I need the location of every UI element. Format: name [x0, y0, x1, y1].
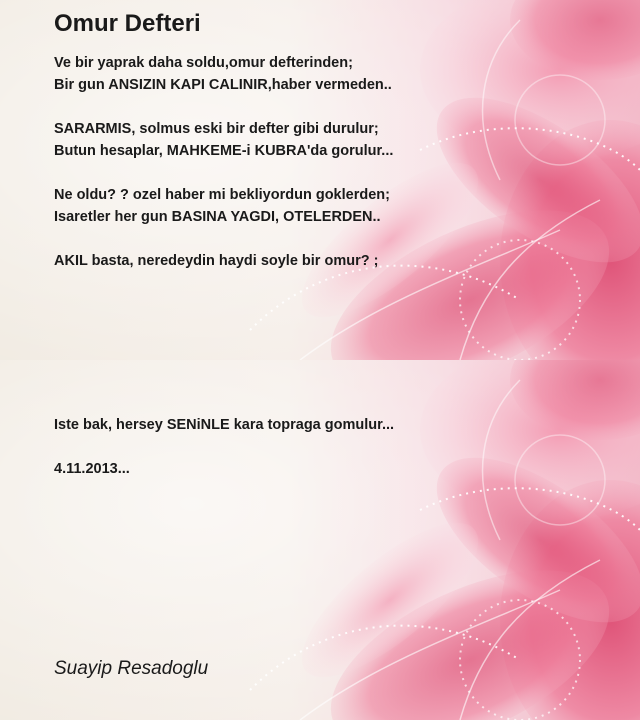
poem-line: AKIL basta, neredeydin haydi soyle bir omur? ; [54, 253, 379, 269]
poem-date: 4.11.2013... [54, 461, 130, 477]
poem-title: Omur Defteri [54, 10, 201, 37]
stanza-gap [54, 228, 393, 250]
poem-line: Ve bir yaprak daha soldu,omur defterinden; [54, 55, 353, 71]
poem-panel-bottom [0, 360, 640, 720]
poem-line: Butun hesaplar, MAHKEME-i KUBRA'da gorulur... [54, 143, 394, 159]
poem-line: Bir gun ANSIZIN KAPI CALINIR,haber vermeden.. [54, 77, 392, 93]
poem-line: SARARMIS, solmus eski bir defter gibi durulur; [54, 121, 379, 137]
poem-text [54, 52, 393, 272]
poem-line: Iste bak, hersey SENiNLE kara topraga gomulur... [54, 417, 395, 433]
poem-line: Isaretler her gun BASINA YAGDI, OTELERDEN.. [54, 209, 381, 225]
stanza-gap [54, 162, 393, 184]
stanza-gap [54, 96, 393, 118]
poem-author: Suayip Resadoglu [54, 658, 209, 679]
stanza-gap [54, 436, 394, 458]
poem-continuation [54, 414, 394, 480]
poem-line: Ne oldu? ? ozel haber mi bekliyordun goklerden; [54, 187, 390, 203]
